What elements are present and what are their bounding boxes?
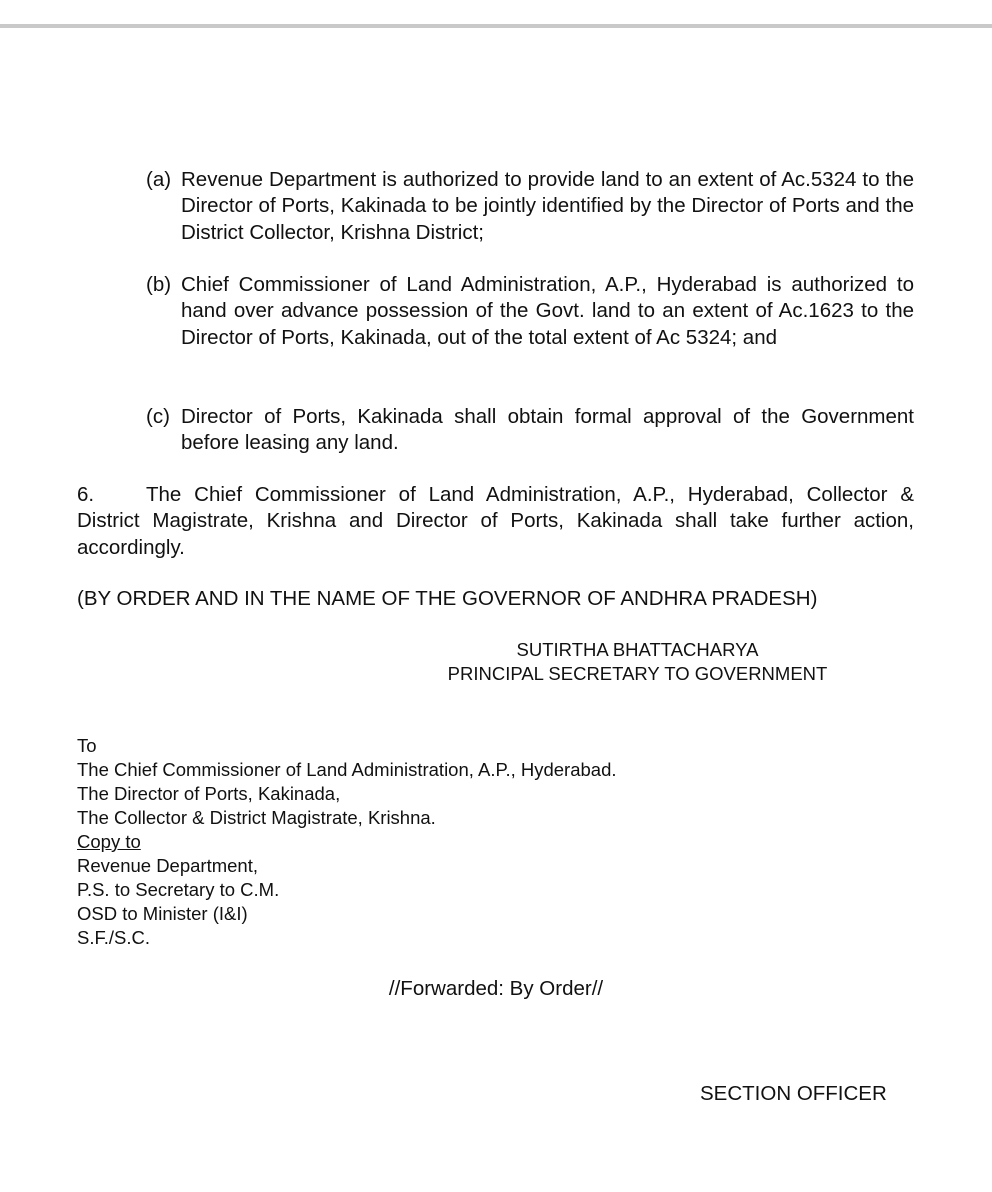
signatory-name: SUTIRTHA BHATTACHARYA [516,639,759,660]
recipient: The Collector & District Magistrate, Krishna. [77,807,436,828]
clause-c [146,404,914,457]
clause-a [146,167,914,246]
clause-label: (c) [146,405,170,428]
copy-recipient: S.F./S.C. [77,927,150,948]
recipient: The Chief Commissioner of Land Administration, A.P., Hyderabad. [77,759,617,780]
signature-block [420,638,855,686]
forwarded-line: //Forwarded: By Order// [388,977,604,1000]
paragraph-text: The Chief Commissioner of Land Administration, A.P., Hyderabad, Collector & District Magistrate, Krishna and Director of Ports, Kakinada shall take further action, accordingly. [77,483,914,559]
paragraph-number: 6. [77,483,95,506]
section-officer: SECTION OFFICER [700,1082,887,1105]
clause-label: (b) [146,273,172,296]
to-label: To [77,735,97,756]
copy-recipient: P.S. to Secretary to C.M. [77,879,280,900]
clause-b [146,272,914,351]
top-divider [0,24,992,28]
clause-label: (a) [146,168,172,191]
copy-recipient: OSD to Minister (I&I) [77,903,248,924]
signatory-title: PRINCIPAL SECRETARY TO GOVERNMENT [447,663,828,684]
recipient: The Director of Ports, Kakinada, [77,783,341,804]
paragraph-6 [77,482,914,561]
copy-to-label: Copy to [77,831,141,852]
order-line: (BY ORDER AND IN THE NAME OF THE GOVERNOR OF ANDHRA PRADESH) [77,587,818,610]
copy-recipient: Revenue Department, [77,855,258,876]
clause-text: Director of Ports, Kakinada shall obtain formal approval of the Government before leasing any land. [181,405,914,455]
clause-text: Revenue Department is authorized to provide land to an extent of Ac.5324 to the Director of Ports, Kakinada to be jointly identified by the Director of Ports and the District Collector, Krishna District; [181,168,914,244]
address-block [77,734,617,950]
clause-text: Chief Commissioner of Land Administration, A.P., Hyderabad is authorized to hand over advance possession of the Govt. land to an extent of Ac.1623 to the Director of Ports, Kakinada, out of the total extent of Ac 5324; and [181,273,914,349]
